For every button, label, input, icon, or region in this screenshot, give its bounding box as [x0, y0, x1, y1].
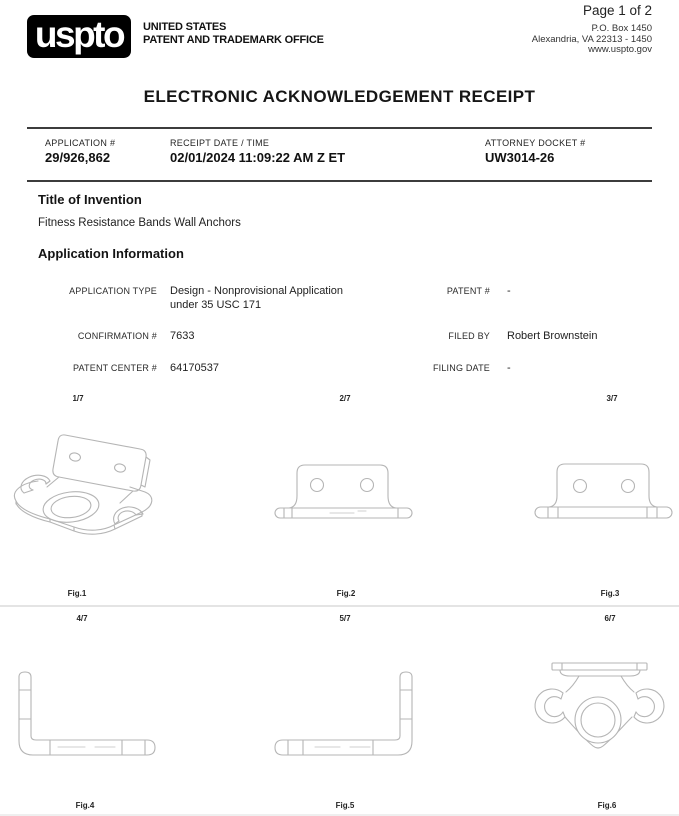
sheet-label-6: 6/7	[604, 614, 616, 623]
divider-bottom	[27, 180, 652, 182]
figure-3-caption: Fig.3	[600, 589, 620, 598]
sheet-label-3: 3/7	[606, 394, 618, 403]
attorney-docket-value: UW3014-26	[485, 150, 555, 165]
attorney-docket-label: ATTORNEY DOCKET #	[485, 138, 586, 148]
receipt-datetime-value: 02/01/2024 11:09:22 AM Z ET	[170, 150, 346, 165]
patent-number-value: -	[507, 285, 511, 297]
uspto-address	[532, 24, 652, 56]
page-number: Page 1 of 2	[582, 3, 652, 18]
sheet-label-2: 2/7	[339, 394, 351, 403]
confirmation-number-label: CONFIRMATION #	[77, 331, 157, 341]
figure-6-caption: Fig.6	[597, 801, 617, 810]
patent-center-number-value: 64170537	[170, 362, 219, 374]
figure-3-drawing	[530, 455, 675, 525]
sheet-label-5: 5/7	[339, 614, 351, 623]
uspto-logo-text: uspto	[34, 13, 124, 55]
filed-by-value: Robert Brownstein	[507, 330, 598, 342]
figure-row-divider	[0, 605, 679, 607]
figure-5-caption: Fig.5	[335, 801, 355, 810]
figure-4-drawing	[10, 665, 170, 760]
receipt-datetime-label: RECEIPT DATE / TIME	[170, 138, 270, 148]
address-line-1: P.O. Box 1450	[591, 23, 652, 34]
address-line-2: Alexandria, VA 22313 - 1450	[531, 33, 652, 45]
figure-1-drawing	[8, 425, 158, 545]
confirmation-number-value: 7633	[170, 330, 195, 342]
uspto-logo	[27, 15, 131, 58]
application-type-value: Design - Nonprovisional Application under 35 USC 171	[170, 285, 344, 311]
divider-top	[27, 127, 652, 129]
figure-4-caption: Fig.4	[75, 801, 95, 810]
patent-number-label: PATENT #	[446, 286, 490, 296]
figure-1-caption: Fig.1	[67, 589, 87, 598]
application-number-value: 29/926,862	[45, 150, 111, 165]
figure-6-drawing	[525, 660, 679, 765]
address-line-3: www.uspto.gov	[588, 44, 652, 55]
figure-5-drawing	[270, 665, 430, 760]
filing-date-value: -	[507, 362, 511, 374]
org-name	[143, 21, 324, 47]
application-number-label: APPLICATION #	[45, 138, 116, 148]
section-application-information: Application Information	[38, 246, 184, 261]
sheet-label-1: 1/7	[72, 394, 84, 403]
figure-2-drawing	[270, 455, 420, 525]
document-title: ELECTRONIC ACKNOWLEDGEMENT RECEIPT	[143, 87, 536, 106]
filing-date-label: FILING DATE	[432, 363, 490, 373]
patent-center-number-label: PATENT CENTER #	[72, 363, 157, 373]
receipt-datetime-field	[170, 138, 345, 165]
invention-title: Fitness Resistance Bands Wall Anchors	[38, 217, 241, 229]
filed-by-label: FILED BY	[448, 331, 490, 341]
section-title-of-invention: Title of Invention	[38, 192, 142, 207]
sheet-label-4: 4/7	[76, 614, 88, 623]
application-type-label: APPLICATION TYPE	[69, 286, 157, 296]
org-name-line1: UNITED STATES	[143, 21, 227, 33]
application-number-field	[45, 138, 115, 165]
org-name-line2: PATENT AND TRADEMARK OFFICE	[143, 34, 324, 46]
figure-2-caption: Fig.2	[336, 589, 356, 598]
attorney-docket-field	[485, 138, 585, 165]
